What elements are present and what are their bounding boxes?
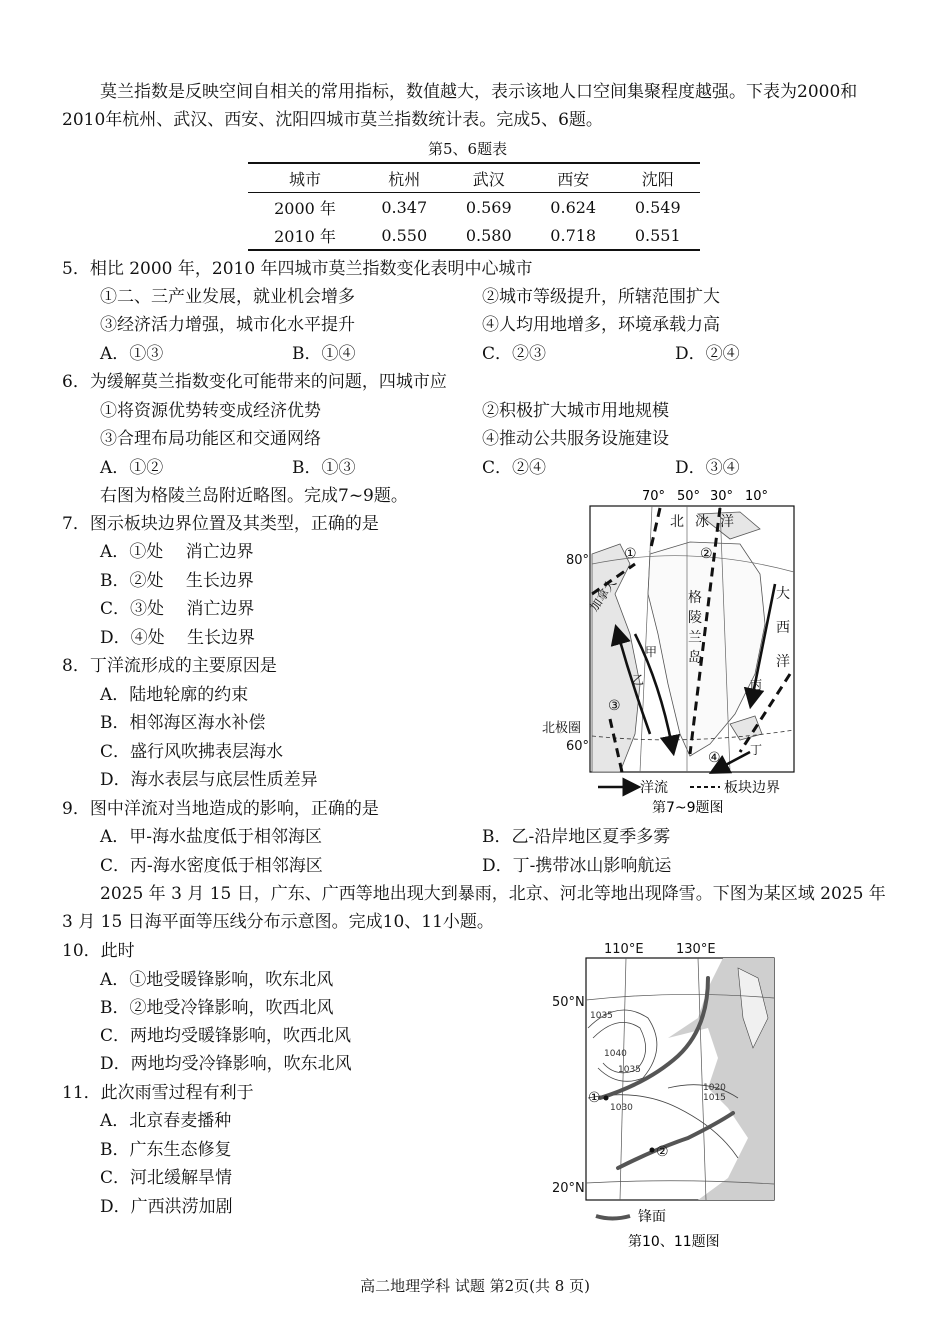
table-header-cell: 沈阳 [641, 169, 674, 189]
greenland-caption: 第7~9题图 [652, 800, 724, 816]
table-header-cell: 武汉 [472, 169, 505, 189]
q5-item: ③经济活力增强，城市化水平提升 [100, 315, 355, 335]
table-cell: 0.551 [634, 225, 681, 245]
atlantic-label: 大 [776, 586, 790, 602]
table-header-cell: 杭州 [388, 169, 421, 189]
q11-option-c[interactable]: C．河北缓解旱情 [100, 1168, 233, 1188]
q9-option-a[interactable]: A．甲-海水盐度低于相邻海区 [100, 827, 323, 847]
lon-label: 10° [745, 489, 769, 504]
intro-greenland: 右图为格陵兰岛附近略图。完成7~9题。 [100, 486, 408, 506]
page-footer: 高二地理学科 试题 第2页(共 8 页) [360, 1277, 590, 1295]
table-header-row [248, 163, 700, 193]
q5-item: ②城市等级提升，所辖范围扩大 [482, 287, 720, 307]
q9-option-d[interactable]: D．丁-携带冰山影响航运 [482, 856, 672, 876]
table-header-cell: 城市 [288, 169, 321, 189]
greenland-label: 兰 [688, 630, 702, 646]
table-cell: 0.347 [381, 197, 428, 217]
q7-option-c[interactable]: C．③处 消亡边界 [100, 599, 255, 619]
greenland-label: 格 [688, 590, 702, 606]
table-cell: 2000 年 [274, 198, 336, 218]
legend-current-label: 洋流 [640, 780, 668, 796]
marker-1: ① [588, 1090, 601, 1106]
intro-weather: 2025 年 3 月 15 日，广东、广西等地出现大到暴雨，北京、河北等地出现降雪。下图为某区域 2025 年 3 月 15 日海平面等压线分布示意图。完成10、11小题。 [62, 884, 886, 932]
marker-1: ① [624, 546, 637, 562]
atlantic-label: 洋 [776, 654, 790, 670]
isobar-label: 1035 [618, 1065, 641, 1075]
q10-option-b[interactable]: B．②地受冷锋影响，吹西北风 [100, 998, 334, 1018]
q10-option-d[interactable]: D．两地均受冷锋影响，吹东北风 [100, 1054, 352, 1074]
lat-label: 50°N [552, 995, 585, 1010]
q8-option-b[interactable]: B．相邻海区海水补偿 [100, 713, 266, 733]
table-cell: 0.624 [550, 197, 597, 217]
q6-option-c[interactable]: C．②④ [482, 458, 547, 478]
table-cell: 0.549 [634, 197, 681, 217]
greenland-map [540, 484, 810, 820]
q6-option-a[interactable]: A．①② [100, 458, 164, 478]
greenland-label: 岛 [688, 650, 702, 666]
ocean-label: 北 [670, 514, 684, 530]
marker-bing: 丙 [750, 678, 763, 692]
lon-label: 110°E [604, 942, 644, 957]
isobar-label: 1015 [703, 1093, 726, 1103]
legend-front-icon [596, 1216, 630, 1219]
q5-option-a[interactable]: A．①③ [100, 344, 164, 364]
q5-option-b[interactable]: B．①④ [292, 344, 356, 364]
table-row [248, 193, 700, 222]
q8-option-c[interactable]: C．盛行风吹拂表层海水 [100, 742, 284, 762]
isobar-label: 1040 [604, 1049, 627, 1059]
q5-option-d[interactable]: D．②④ [675, 344, 740, 364]
q7-stem: 7．图示板块边界位置及其类型，正确的是 [62, 514, 379, 534]
location-1-dot [604, 1096, 609, 1101]
canada-label: 加拿大 [586, 576, 620, 614]
intro-moran: 莫兰指数是反映空间自相关的常用指标，数值越大，表示该地人口空间集聚程度越强。下表为2000和2010年杭州、武汉、西安、沈阳四城市莫兰指数统计表。完成5、6题。 [62, 82, 858, 130]
q10-option-a[interactable]: A．①地受暖锋影响，吹东北风 [100, 970, 334, 990]
q7-option-a[interactable]: A．①处 消亡边界 [100, 542, 254, 562]
moran-table [248, 162, 700, 251]
q8-option-d[interactable]: D．海水表层与底层性质差异 [100, 770, 318, 790]
marker-3: ③ [608, 698, 621, 714]
q9-option-c[interactable]: C．丙-海水密度低于相邻海区 [100, 856, 323, 876]
q7-option-d[interactable]: D．④处 生长边界 [100, 628, 256, 648]
table-cell: 0.580 [465, 225, 512, 245]
q10-stem: 10．此时 [62, 941, 135, 961]
q11-stem: 11．此次雨雪过程有利于 [62, 1083, 254, 1103]
table-header-cell: 西安 [557, 169, 590, 189]
lat-label-60: 60° [566, 739, 590, 754]
ocean-label: 冰 [695, 514, 709, 530]
table-cell: 0.569 [465, 197, 512, 217]
table-cell: 2010 年 [274, 226, 336, 246]
q5-option-c[interactable]: C．②③ [482, 344, 547, 364]
table-cell: 0.550 [381, 225, 428, 245]
q7-option-b[interactable]: B．②处 生长边界 [100, 571, 254, 591]
q6-stem: 6．为缓解莫兰指数变化可能带来的问题，四城市应 [62, 372, 447, 392]
q9-stem: 9．图中洋流对当地造成的影响，正确的是 [62, 799, 379, 819]
legend-front-label: 锋面 [638, 1209, 666, 1225]
q11-option-b[interactable]: B．广东生态修复 [100, 1140, 232, 1160]
marker-2: ② [700, 546, 713, 562]
weather-caption: 第10、11题图 [628, 1234, 720, 1250]
q6-item: ④推动公共服务设施建设 [482, 429, 669, 449]
q6-item: ①将资源优势转变成经济优势 [100, 401, 321, 421]
q11-option-d[interactable]: D．广西洪涝加剧 [100, 1197, 233, 1217]
atlantic-label: 西 [776, 620, 790, 636]
lon-label: 30° [710, 489, 734, 504]
lat-label: 20°N [552, 1181, 585, 1196]
legend-boundary-label: 板块边界 [724, 780, 780, 796]
ocean-label: 洋 [720, 514, 734, 530]
lon-label: 130°E [676, 942, 716, 957]
q5-stem: 5．相比 2000 年，2010 年四城市莫兰指数变化表明中心城市 [62, 259, 533, 279]
q10-option-c[interactable]: C．两地均受暖锋影响，吹西北风 [100, 1026, 352, 1046]
table-row [248, 221, 700, 250]
q6-item: ③合理布局功能区和交通网络 [100, 429, 321, 449]
isobar-label: 1030 [610, 1103, 633, 1113]
lon-label: 70° [642, 489, 666, 504]
table-cell: 0.718 [550, 225, 597, 245]
marker-jia: 甲 [645, 645, 658, 659]
marker-2: ② [656, 1144, 669, 1160]
q6-option-d[interactable]: D．③④ [675, 458, 740, 478]
lon-label: 50° [677, 489, 701, 504]
q9-option-b[interactable]: B．乙-沿岸地区夏季多雾 [482, 827, 671, 847]
lat-label-80: 80° [566, 553, 590, 568]
greenland-label: 陵 [688, 610, 702, 626]
lat-label-arctic-circle: 北极圈 [542, 721, 582, 736]
marker-ding: 丁 [750, 743, 763, 757]
q11-option-a[interactable]: A．北京春麦播种 [100, 1111, 232, 1131]
location-2-dot [650, 1148, 655, 1153]
q8-stem: 8．丁洋流形成的主要原因是 [62, 656, 277, 676]
q5-item: ④人均用地增多，环境承载力高 [482, 315, 720, 335]
isobar-label: 1035 [590, 1011, 613, 1021]
q5-item: ①二、三产业发展，就业机会增多 [100, 287, 355, 307]
marker-4: ④ [708, 750, 721, 766]
q6-item: ②积极扩大城市用地规模 [482, 401, 669, 421]
q8-option-a[interactable]: A．陆地轮廓的约束 [100, 685, 249, 705]
table-caption: 第5、6题表 [428, 140, 508, 158]
marker-yi: 乙 [632, 673, 645, 687]
isobar-label: 1020 [703, 1083, 726, 1093]
weather-map [548, 938, 778, 1254]
q6-option-b[interactable]: B．①③ [292, 458, 356, 478]
